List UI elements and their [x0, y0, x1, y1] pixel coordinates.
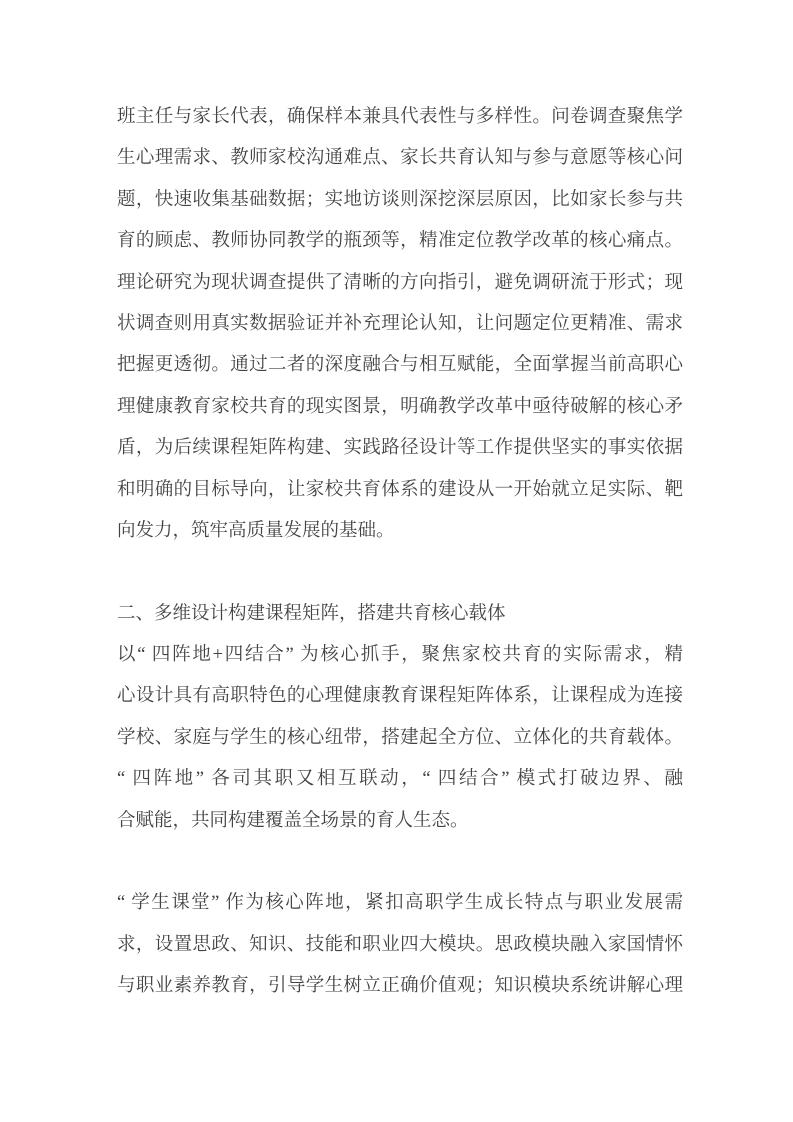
- paragraph-spacer: [117, 842, 683, 883]
- paragraph-student-classroom: [117, 883, 683, 1007]
- text-line: 和明确的目标导向，让家校共育体系的建设从一开始就立足实际、靶: [117, 479, 683, 500]
- text-line: 理健康教育家校共育的现实图景，明确教学改革中亟待破解的核心矛: [117, 396, 683, 417]
- text-line: “ 四阵地” 各司其职又相互联动，“ 四结合” 模式打破边界、融: [117, 769, 683, 790]
- text-line: 求，设置思政、知识、技能和职业四大模块。思政模块融入家国情怀: [117, 934, 683, 955]
- paragraph-research-survey: [117, 97, 683, 552]
- text-line: 育的顾虑、教师协同教学的瓶颈等，精准定位教学改革的核心痛点。: [117, 231, 683, 252]
- heading-section-two: 二、多维设计构建课程矩阵，搭建共育核心载体: [117, 603, 506, 624]
- text-line: “ 学生课堂” 作为核心阵地，紧扣高职学生成长特点与职业发展需: [117, 893, 683, 914]
- text-line: 学校、家庭与学生的核心纽带，搭建起全方位、立体化的共育载体。: [117, 727, 683, 748]
- paragraph-spacer: [117, 552, 683, 593]
- text-line: 向发力，筑牢高质量发展的基础。: [117, 520, 395, 541]
- text-line: 与职业素养教育，引导学生树立正确价值观；知识模块系统讲解心理: [117, 976, 683, 997]
- text-line: 心设计具有高职特色的心理健康教育课程矩阵体系，让课程成为连接: [117, 686, 683, 707]
- text-line: 理论研究为现状调查提供了清晰的方向指引，避免调研流于形式；现: [117, 272, 683, 293]
- text-line: 生心理需求、教师家校沟通难点、家长共育认知与参与意愿等核心问: [117, 148, 683, 169]
- text-line: 以“ 四阵地+四结合” 为核心抓手，聚焦家校共育的实际需求，精: [117, 645, 683, 666]
- paragraph-course-matrix: [117, 635, 683, 842]
- document-content: [117, 97, 683, 1008]
- text-line: 状调查则用真实数据验证并补充理论认知，让问题定位更精准、需求: [117, 313, 683, 334]
- text-line: 题，快速收集基础数据；实地访谈则深挖深层原因，比如家长参与共: [117, 189, 683, 210]
- text-line: 把握更透彻。通过二者的深度融合与相互赋能，全面掌握当前高职心: [117, 355, 683, 376]
- text-line: 盾，为后续课程矩阵构建、实践路径设计等工作提供坚实的事实依据: [117, 438, 683, 459]
- text-line: 班主任与家长代表，确保样本兼具代表性与多样性。问卷调查聚焦学: [117, 107, 683, 127]
- text-line: 合赋能，共同构建覆盖全场景的育人生态。: [117, 810, 469, 831]
